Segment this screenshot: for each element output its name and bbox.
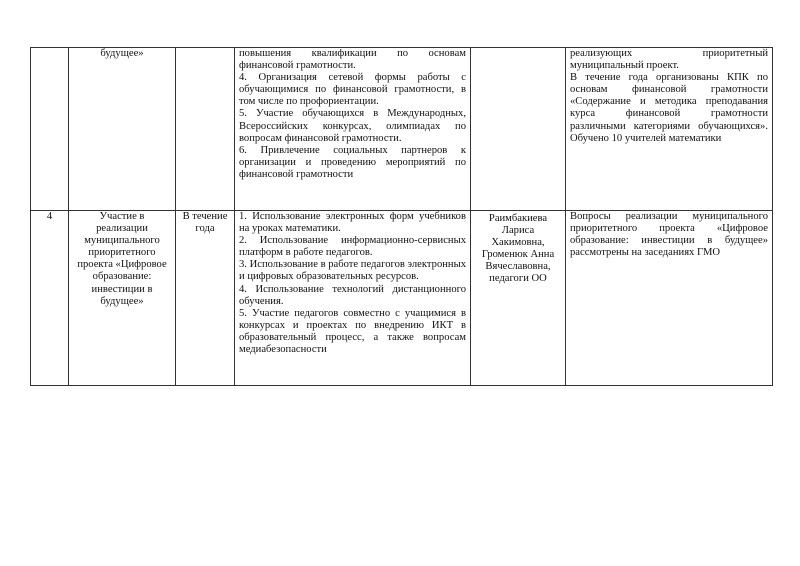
activity-item: 5. Участие педагогов совместно с учащимися в конкурсах и проектах по внедрению ИКТ в образовательный процесс, а также вопросам медиабезопасности — [239, 307, 466, 356]
plan-table — [30, 47, 773, 386]
activity-item: 5. Участие обучающихся в Международных, Всероссийских конкурсах, олимпиадах по вопросам финансовой грамотности. — [239, 108, 466, 144]
table-row — [31, 48, 773, 211]
activity-item: 1. Использование электронных форм учебников на уроках математики. — [239, 211, 466, 235]
activity-item: 3. Использование в работе педагогов электронных и цифровых образовательных ресурсов. — [239, 259, 466, 283]
activity-item: 4. Использование технологий дистанционного обучения. — [239, 283, 466, 307]
event-period — [176, 48, 235, 211]
activity-item: 4. Организация сетевой формы работы с обучающимися по финансовой грамотности, в том числе по профориентации. — [239, 72, 466, 108]
activity-item: 2. Использование информационно-сервисных платформ в работе педагогов. — [239, 235, 466, 259]
result-item: Вопросы реализации муниципального приоритетного проекта «Цифровое образование: инвестиции в будущее» рассмотрены на заседаниях ГМО — [570, 211, 768, 259]
table-row — [31, 211, 773, 386]
event-title: будущее» — [69, 48, 176, 211]
event-responsible: Раимбакиева Лариса Хакимовна, Громенюк Анна Вячеславовна, педагоги ОО — [471, 211, 566, 386]
event-activities — [235, 211, 471, 386]
event-results — [566, 48, 773, 211]
result-item: реализующих приоритетный муниципальный проект. — [570, 48, 768, 72]
event-period: В течение года — [176, 211, 235, 386]
event-results — [566, 211, 773, 386]
activity-item: повышения квалификации по основам финансовой грамотности. — [239, 48, 466, 72]
row-number — [31, 48, 69, 211]
activity-item: 6. Привлечение социальных партнеров к организации и проведению мероприятий по финансовой грамотности — [239, 144, 466, 180]
event-title: Участие в реализации муниципального приоритетного проекта «Цифровое образование: инвестиции в будущее» — [69, 211, 176, 386]
event-responsible — [471, 48, 566, 211]
event-activities — [235, 48, 471, 211]
result-item: В течение года организованы КПК по основам финансовой грамотности «Содержание и методика преподавания курса финансовой грамотности различными категориями обучающихся». Обучено 10 учителей математики — [570, 72, 768, 144]
row-number: 4 — [31, 211, 69, 386]
